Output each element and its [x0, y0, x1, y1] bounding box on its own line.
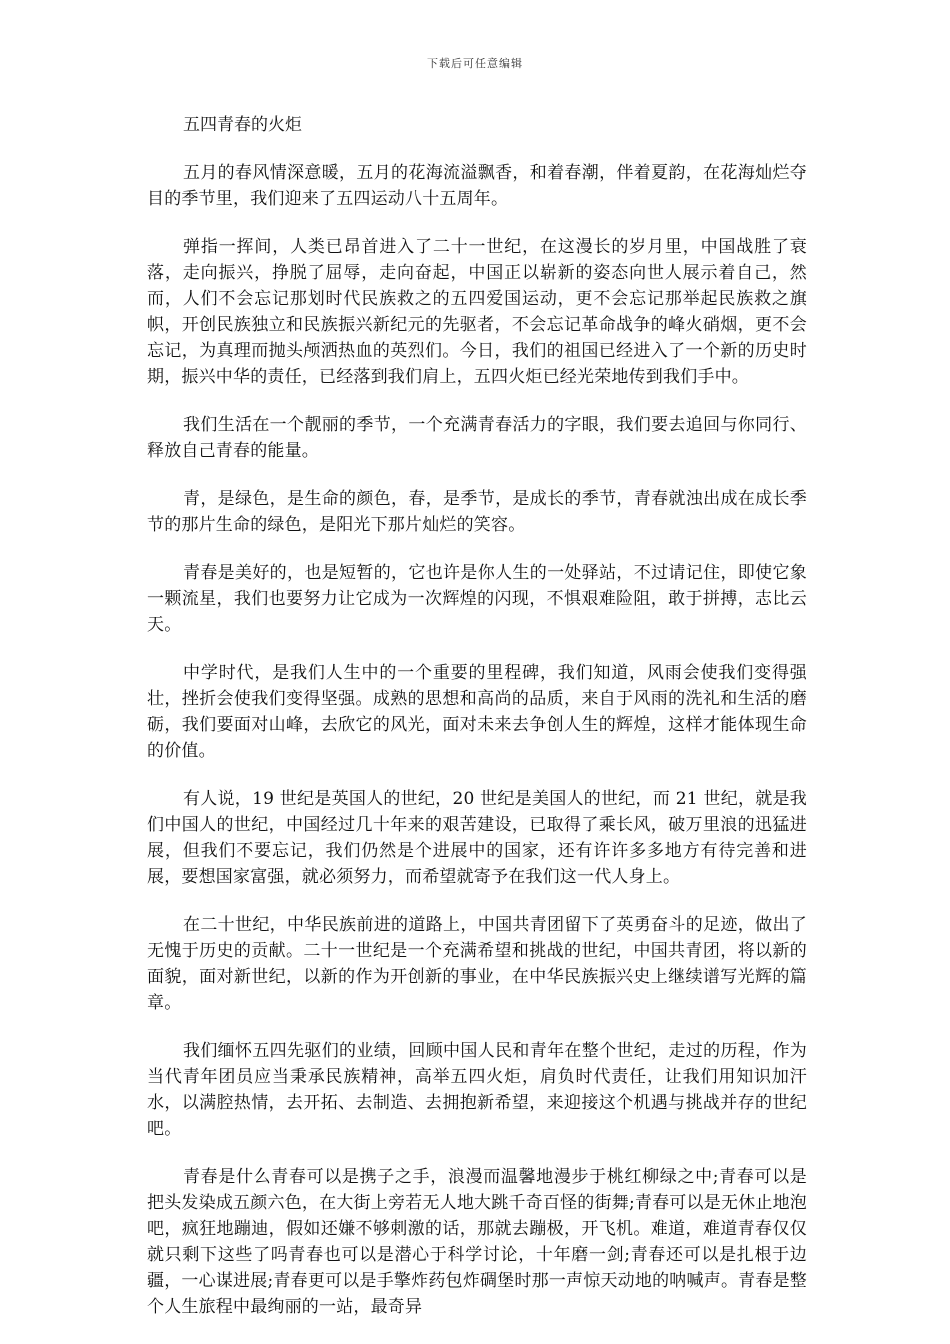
page-header: 下载后可任意编辑 [427, 57, 523, 70]
paragraph: 青，是绿色，是生命的颜色，春，是季节，是成长的季节，青春就浊出成在成长季节的那片生命的绿色，是阳光下那片灿烂的笑容。 [147, 489, 807, 535]
paragraph: 中学时代，是我们人生中的一个重要的里程碑，我们知道，风雨会使我们变得强壮，挫折会使我们变得坚强。成熟的思想和高尚的品质，来自于风雨的洗礼和生活的磨砺，我们要面对山峰，去欣它的风光，面对未来去争创人生的辉煌，这样才能体现生命的价值。 [147, 663, 807, 761]
paragraph: 五月的春风情深意暖，五月的花海流溢飘香，和着春潮，伴着夏韵，在花海灿烂夺目的季节里，我们迎来了五四运动八十五周年。 [147, 163, 807, 209]
paragraph: 我们生活在一个靓丽的季节，一个充满青春活力的字眼，我们要去追回与你同行、释放自己青春的能量。 [147, 415, 807, 461]
paragraph: 弹指一挥间，人类已昂首进入了二十一世纪，在这漫长的岁月里，中国战胜了衰落，走向振兴，挣脱了屈辱，走向奋起，中国正以崭新的姿态向世人展示着自己，然而，人们不会忘记那划时代民族救之的五四爱国运动，更不会忘记那举起民族救之旗帜，开创民族独立和民族振兴新纪元的先驱者，不会忘记革命战争的峰火硝烟，更不会忘记，为真理而抛头颅洒热血的英烈们。今日，我们的祖国已经进入了一个新的历史时期，振兴中华的责任，已经落到我们肩上，五四火炬已经光荣地传到我们手中。 [147, 237, 807, 387]
paragraph: 我们缅怀五四先驱们的业绩，回顾中国人民和青年在整个世纪，走过的历程，作为当代青年团员应当秉承民族精神，高举五四火炬，肩负时代责任，让我们用知识加汗水，以满腔热情，去开拓、去制造、去拥抱新希望，来迎接这个机遇与挑战并存的世纪吧。 [147, 1041, 807, 1139]
document-title: 五四青春的火炬 [183, 115, 302, 135]
document-body [147, 112, 807, 1342]
paragraph: 青春是美好的，也是短暂的，它也许是你人生的一处驿站，不过请记住，即使它象一颗流星，我们也要努力让它成为一次辉煌的闪现，不惧艰难险阻，敢于拼搏，志比云天。 [147, 563, 807, 635]
paragraph: 有人说，19 世纪是英国人的世纪，20 世纪是美国人的世纪，而 21 世纪，就是我们中国人的世纪，中国经过几十年来的艰苦建设，已取得了乘长风，破万里浪的迅猛进展，但我们不要忘记，我们仍然是个进展中的国家，还有许许多多地方有待完善和进展，要想国家富强，就必须努力，而希望就寄予在我们这一代人身上。 [147, 789, 807, 887]
paragraph: 青春是什么青春可以是携子之手，浪漫而温馨地漫步于桃红柳绿之中;青春可以是把头发染成五颜六色，在大街上旁若无人地大跳千奇百怪的街舞;青春可以是无休止地泡吧，疯狂地蹦迪，假如还嫌不够刺激的话，那就去蹦极，开飞机。难道，难道青春仅仅就只剩下这些了吗青春也可以是潜心于科学讨论，十年磨一剑;青春还可以是扎根于边疆，一心谋进展;青春更可以是手擎炸药包炸碉堡时那一声惊天动地的呐喊声。青春是整个人生旅程中最绚丽的一站，最奇异 [147, 1167, 807, 1317]
paragraph: 在二十世纪，中华民族前进的道路上，中国共青团留下了英勇奋斗的足迹，做出了无愧于历史的贡献。二十一世纪是一个充满希望和挑战的世纪，中国共青团，将以新的面貌，面对新世纪，以新的作为开创新的事业，在中华民族振兴史上继续谱写光辉的篇章。 [147, 915, 807, 1013]
